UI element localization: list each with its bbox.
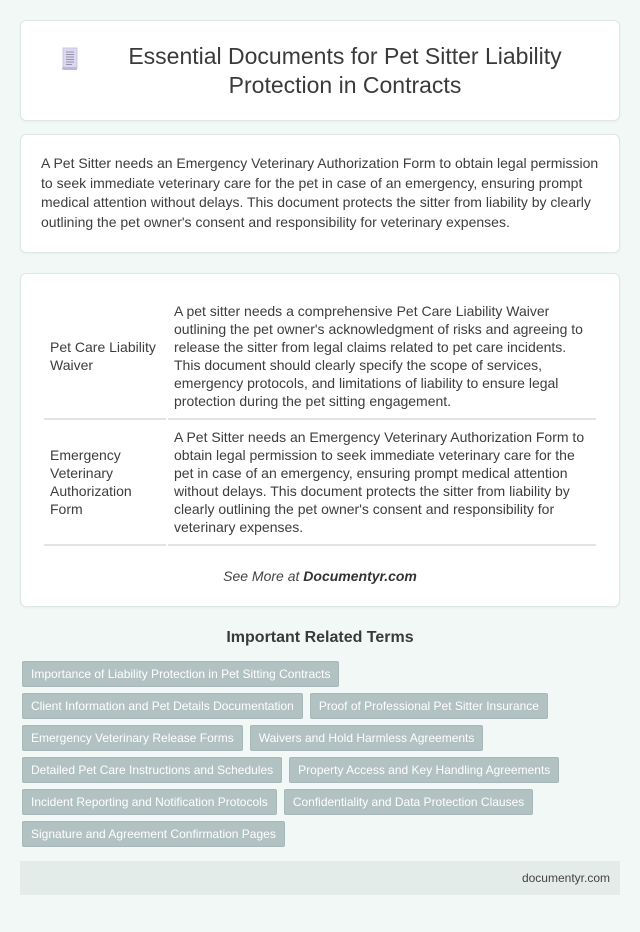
document-icon — [60, 47, 80, 71]
see-more-link[interactable]: Documentyr.com — [303, 568, 417, 584]
see-more-prefix: See More at — [223, 568, 304, 584]
related-term-tag[interactable]: Proof of Professional Pet Sitter Insurance — [310, 693, 548, 719]
page-title: Essential Documents for Pet Sitter Liability Protection in Contracts — [128, 42, 562, 98]
related-term-tag[interactable]: Importance of Liability Protection in Pet Sitting Contracts — [22, 661, 339, 687]
related-term-tag[interactable]: Incident Reporting and Notification Protocols — [22, 789, 277, 815]
related-terms-title: Important Related Terms — [226, 629, 414, 646]
related-term-tag[interactable]: Waivers and Hold Harmless Agreements — [250, 725, 484, 751]
related-term-tag[interactable]: Signature and Agreement Confirmation Pages — [22, 821, 285, 847]
see-more — [42, 568, 598, 584]
documents-table-card — [20, 273, 620, 607]
related-terms-tags — [20, 661, 620, 847]
footer — [20, 861, 620, 895]
header-inner — [60, 42, 580, 100]
related-term-tag[interactable]: Client Information and Pet Details Documentation — [22, 693, 303, 719]
footer-site-link[interactable]: documentyr.com — [521, 871, 610, 885]
table-row — [44, 294, 596, 420]
intro-text: A Pet Sitter needs an Emergency Veterinary Authorization Form to obtain legal permission to seek immediate veterinary care for the pet in case of an emergency, ensuring prompt medical attention without delays. This document protects the sitter from liability by clearly outlining the pet owner's consent and responsibility for veterinary expenses. — [41, 155, 599, 230]
document-description: A Pet Sitter needs an Emergency Veterinary Authorization Form to obtain legal permission to seek immediate veterinary care for the pet in case of an emergency, ensuring prompt medical attention without delays. This document protects the sitter from liability by clearly outlining the pet owner's consent and responsibility for veterinary expenses. — [168, 420, 596, 546]
related-term-tag[interactable]: Detailed Pet Care Instructions and Schedules — [22, 757, 282, 783]
related-term-tag[interactable]: Emergency Veterinary Release Forms — [22, 725, 243, 751]
document-term: Emergency Veterinary Authorization Form — [44, 420, 166, 546]
related-term-tag[interactable]: Property Access and Key Handling Agreements — [289, 757, 559, 783]
intro-card — [20, 134, 620, 253]
table-row — [44, 420, 596, 546]
documents-table — [42, 294, 598, 546]
related-term-tag[interactable]: Confidentiality and Data Protection Clauses — [284, 789, 533, 815]
header-card — [20, 20, 620, 121]
document-description: A pet sitter needs a comprehensive Pet Care Liability Waiver outlining the pet owner's acknowledgment of risks and agreeing to release the sitter from legal claims related to pet care incidents. This document should clearly specify the scope of services, emergency protocols, and limitations of liability to ensure legal protection during the pet sitting engagement. — [168, 294, 596, 420]
document-term: Pet Care Liability Waiver — [44, 294, 166, 420]
